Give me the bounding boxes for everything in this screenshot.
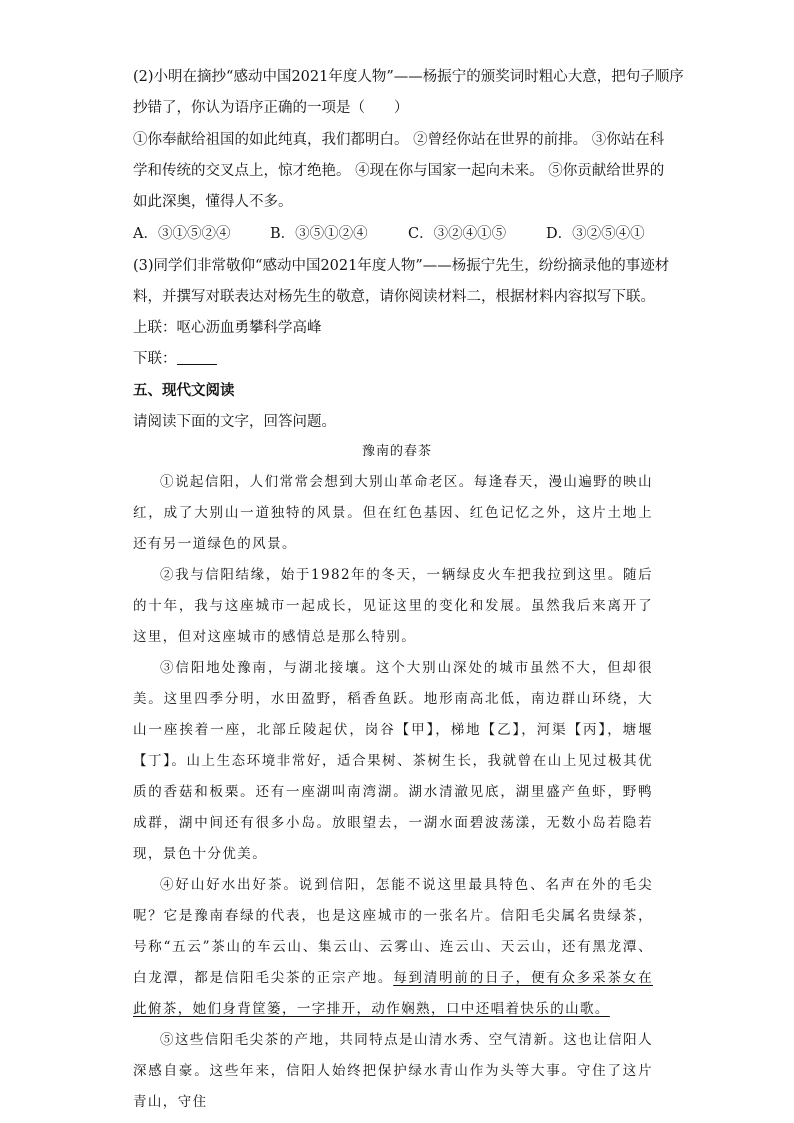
q3-stem-line1: (3)同学们非常敬仰“感动中国2021年度人物”——杨振宁先生，纷纷摘录他的事迹材 bbox=[133, 258, 670, 274]
lower-couplet-label: 下联： bbox=[133, 351, 177, 367]
paragraph-5: ⑤这些信阳毛尖茶的产地，共同特点是山清水秀、空气清新。这也让信阳人深感自豪。这些年来，信阳人始终把保护绿水青山作为头等大事。守住了这片青山，守住 bbox=[133, 1032, 653, 1110]
upper-couplet: 上联：呕心沥血勇攀科学高峰 bbox=[133, 320, 322, 336]
option-a[interactable]: A．③①⑤②④ bbox=[133, 226, 231, 242]
q2-stem-line1: (2)小明在摘抄“感动中国2021年度人物”——杨振宁的颁奖词时粗心大意，把句子顺序 bbox=[133, 69, 684, 85]
section-heading: 五、现代文阅读 bbox=[133, 383, 235, 399]
paragraph-2: ②我与信阳结缘，始于1982年的冬天，一辆绿皮火车把我拉到这里。随后的十年，我与这座城市一起成长，见证这里的变化和发展。虽然我后来离开了这里，但对这座城市的感情总是那么特别。 bbox=[133, 567, 653, 645]
article-title: 豫南的春茶 bbox=[361, 444, 432, 459]
reading-instruction: 请阅读下面的文字，回答问题。 bbox=[133, 414, 336, 430]
paragraph-3: ③信阳地处豫南，与湖北接壤。这个大别山深处的城市虽然不大，但却很美。这里四季分明，水田盈野，稻香鱼跃。地形南高北低，南边群山环绕，大山一座挨着一座，北部丘陵起伏，岗谷【甲】，梯地【乙】，河渠【丙】，塘堰【丁】。山上生态环境非常好，适合果树、茶树生长，我就曾在山上见过极其优质的香菇和板栗。还有一座湖叫南湾湖。湖水清澈见底，湖里盛产鱼虾，野鸭成群，湖中间还有很多小岛。放眼望去，一湖水面碧波荡漾，无数小岛若隐若现，景色十分优美。 bbox=[133, 660, 653, 862]
option-d[interactable]: D．③②⑤④① bbox=[546, 226, 645, 242]
underlined-sentence: 每到清明前的日子，便有众多采茶女在此俯茶，她们身背筐篓，一字排开，动作娴熟，口中还唱着快乐的山歌。 bbox=[133, 970, 653, 1017]
q2-sentences-line1: ①你奉献给祖国的如此纯真，我们都明白。 ②曾经你站在世界的前排。 ③你站在科 bbox=[133, 132, 665, 148]
q3-stem-line2: 料，并撰写对联表达对杨先生的敬意，请你阅读材料二，根据材料内容拟写下联。 bbox=[133, 289, 655, 305]
lower-couplet bbox=[133, 349, 217, 369]
option-b[interactable]: B．③⑤①②④ bbox=[270, 226, 368, 242]
answer-blank[interactable] bbox=[177, 350, 217, 365]
paragraph-4-text: ④好山好水出好茶。说到信阳，怎能不说这里最具特色、名声在外的毛尖呢？它是豫南春绿的代表，也是这座城市的一张名片。信阳毛尖属名贵绿茶，号称“五云”茶山的车云山、集云山、云雾山、连云山、天云山，还有黑龙潭、白龙潭，都是信阳毛尖茶的正宗产地。 bbox=[133, 877, 653, 986]
q2-sentences-line2: 学和传统的交叉点上，惊才绝艳。 ④现在你与国家一起向未来。 ⑤你贡献给世界的 bbox=[133, 163, 665, 179]
paragraph-1: ①说起信阳，人们常常会想到大别山革命老区。每逢春天，漫山遍野的映山红，成了大别山一道独特的风景。但在红色基因、红色记忆之外，这片土地上还有另一道绿色的风景。 bbox=[133, 474, 653, 552]
q2-options bbox=[133, 224, 645, 244]
option-c[interactable]: C．③②④①⑤ bbox=[408, 226, 507, 242]
q2-stem-line2: 抄错了，你认为语序正确的一项是（ ） bbox=[133, 100, 409, 116]
q2-sentences-line3: 如此深奥，懂得人不多。 bbox=[133, 194, 293, 210]
paragraph-4 bbox=[133, 870, 653, 1025]
article-body bbox=[133, 467, 653, 1118]
